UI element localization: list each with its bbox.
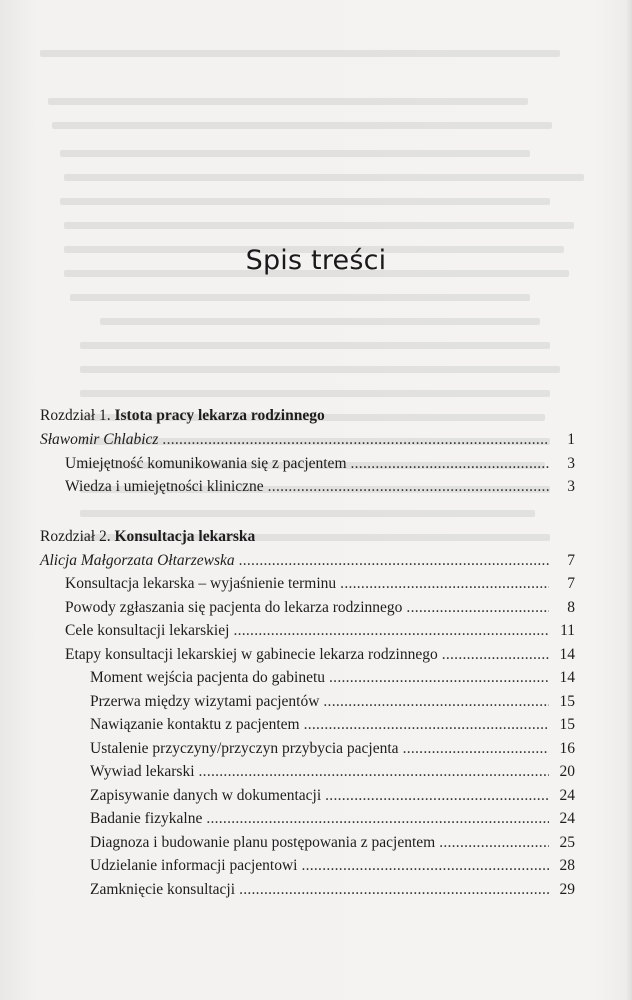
page-number: 3 [567, 454, 575, 472]
author-name: Sławomir Chlabicz [40, 431, 159, 448]
bleed-through-line [80, 366, 560, 373]
page-title: Spis treści [245, 245, 387, 276]
page-number: 15 [559, 716, 575, 733]
dot-leader [239, 549, 549, 573]
entry-title: Ustalenie przyczyny/przyczyn przybycia pacjenta [90, 739, 399, 757]
chapter-title: Konsultacja lekarska [114, 527, 256, 545]
entry-title: Nawiązanie kontaktu z pacjentem [90, 716, 300, 733]
entry-title: Wywiad lekarski [90, 763, 195, 780]
page-number: 20 [559, 763, 575, 780]
entry-title: Udzielanie informacji pacjentowi [90, 857, 298, 874]
page-number: 3 [567, 478, 575, 495]
dot-leader [304, 713, 549, 737]
dot-leader [439, 831, 549, 855]
page-number: 1 [567, 431, 575, 448]
entry-title: Diagnoza i budowanie planu postępowania z pacjentem [90, 833, 436, 851]
entry-title: Cele konsultacji lekarskiej [65, 622, 230, 639]
toc-entry [40, 619, 575, 643]
bleed-through-line [64, 222, 574, 229]
page-edge-shadow [626, 0, 632, 1000]
page-number: 11 [560, 622, 575, 639]
toc-entry [40, 596, 575, 620]
toc-entry [40, 452, 575, 476]
bleed-through-line [52, 122, 552, 129]
page-number: 16 [559, 739, 575, 757]
entry-title: Zamknięcie konsultacji [90, 880, 236, 898]
dot-leader [325, 784, 549, 808]
page-number: 7 [567, 551, 575, 569]
toc-entry [40, 666, 575, 690]
toc-entry [40, 878, 575, 902]
entry-title: Umiejętność komunikowania się z pacjentem [65, 454, 347, 472]
author-entry [40, 428, 575, 452]
bleed-through-line [60, 198, 550, 205]
toc-entry [40, 807, 575, 831]
page-number: 24 [559, 810, 575, 827]
page-number: 15 [559, 692, 575, 710]
dot-leader [268, 475, 549, 499]
bleed-through-line [80, 390, 550, 397]
bleed-through-line [48, 98, 528, 105]
toc-entry [40, 737, 575, 761]
dot-leader [162, 428, 549, 452]
chapter-title: Istota pracy lekarza rodzinnego [114, 407, 325, 424]
entry-title: Przerwa między wizytami pacjentów [90, 692, 320, 710]
entry-title: Zapisywanie danych w dokumentacji [90, 786, 322, 804]
entry-title: Badanie fizykalne [90, 810, 203, 827]
toc-entry [40, 854, 575, 878]
toc-entry [40, 713, 575, 737]
entry-title: Moment wejścia pacjenta do gabinetu [90, 669, 326, 686]
dot-leader [351, 452, 550, 476]
chapter-spacer [40, 499, 575, 525]
page-number: 28 [559, 857, 575, 874]
toc-entry [40, 760, 575, 784]
dot-leader [301, 854, 549, 878]
dot-leader [206, 807, 549, 831]
dot-leader [239, 878, 549, 902]
toc-entry [40, 784, 575, 808]
dot-leader [233, 619, 549, 643]
bleed-through-line [64, 174, 584, 181]
dot-leader [329, 666, 549, 690]
dot-leader [406, 596, 549, 620]
dot-leader [403, 737, 549, 761]
author-name: Alicja Małgorzata Ołtarzewska [40, 551, 235, 569]
page-number: 7 [567, 575, 575, 592]
chapter-number: Rozdział 2. [40, 527, 111, 545]
table-of-contents [40, 404, 575, 901]
page-number: 8 [567, 598, 575, 616]
dot-leader [323, 690, 549, 714]
entry-title: Etapy konsultacji lekarskiej w gabinecie lekarza rodzinnego [65, 645, 438, 663]
bleed-through-line [60, 150, 530, 157]
page-number: 25 [559, 833, 575, 851]
toc-entry [40, 572, 575, 596]
page-number: 29 [559, 880, 575, 898]
page-number: 14 [559, 645, 575, 663]
page-number: 24 [559, 786, 575, 804]
author-entry [40, 549, 575, 573]
bleed-through-line [70, 294, 530, 301]
chapter-heading [40, 525, 575, 549]
bleed-through-line [100, 318, 540, 325]
toc-entry [40, 475, 575, 499]
dot-leader [442, 643, 549, 667]
toc-entry [40, 831, 575, 855]
toc-entry [40, 690, 575, 714]
chapter-number: Rozdział 1. [40, 407, 111, 424]
dot-leader [340, 572, 549, 596]
entry-title: Wiedza i umiejętności kliniczne [65, 478, 264, 495]
page-number: 14 [559, 669, 575, 686]
entry-title: Konsultacja lekarska – wyjaśnienie terminu [65, 575, 337, 592]
entry-title: Powody zgłaszania się pacjenta do lekarza rodzinnego [65, 598, 403, 616]
dot-leader [199, 760, 549, 784]
bleed-through-line [80, 342, 550, 349]
chapter-heading [40, 404, 575, 428]
toc-entry [40, 643, 575, 667]
bleed-through-line [40, 50, 560, 57]
